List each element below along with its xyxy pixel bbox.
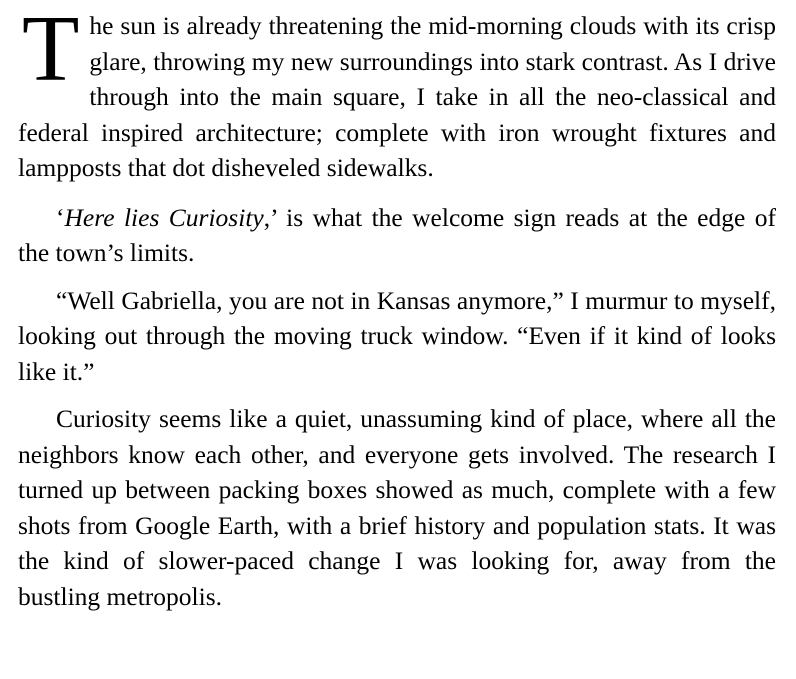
paragraph-4-text: Curiosity seems like a quiet, unassuming kind of place, where all the neighbors know each other, and everyone gets involved. The research I turned up between packing boxes showed as much, complete with a few shots from Google Earth, with a brief history and population stats. It was the kind of slower-paced change I was looking for, away from the bustling metropolis. xyxy=(18,404,776,611)
paragraph-2 xyxy=(18,200,776,271)
paragraph-2-open-quote: ‘ xyxy=(56,202,65,232)
drop-cap-letter: T xyxy=(22,0,80,101)
paragraph-3 xyxy=(18,283,776,390)
paragraph-2-italic-phrase: Here lies Curiosity xyxy=(64,202,264,232)
paragraph-3-text: “Well Gabriella, you are not in Kansas anymore,” I murmur to myself, looking out through the moving truck window. “Even if it kind of looks like it.” xyxy=(18,285,776,386)
paragraph-1-text: he sun is already threatening the mid-morning clouds with its crisp glare, throwing my new surroundings into stark contrast. As I drive through into the main square, I take in all the neo-classical and federal inspired architecture; complete with iron wrought fixtures and lampposts that dot disheveled sidewalks. xyxy=(18,11,776,182)
paragraph-1 xyxy=(18,0,776,186)
paragraph-2-text: ,’ is what the welcome sign reads at the edge of the town’s limits. xyxy=(18,202,776,267)
paragraph-4 xyxy=(18,401,776,614)
